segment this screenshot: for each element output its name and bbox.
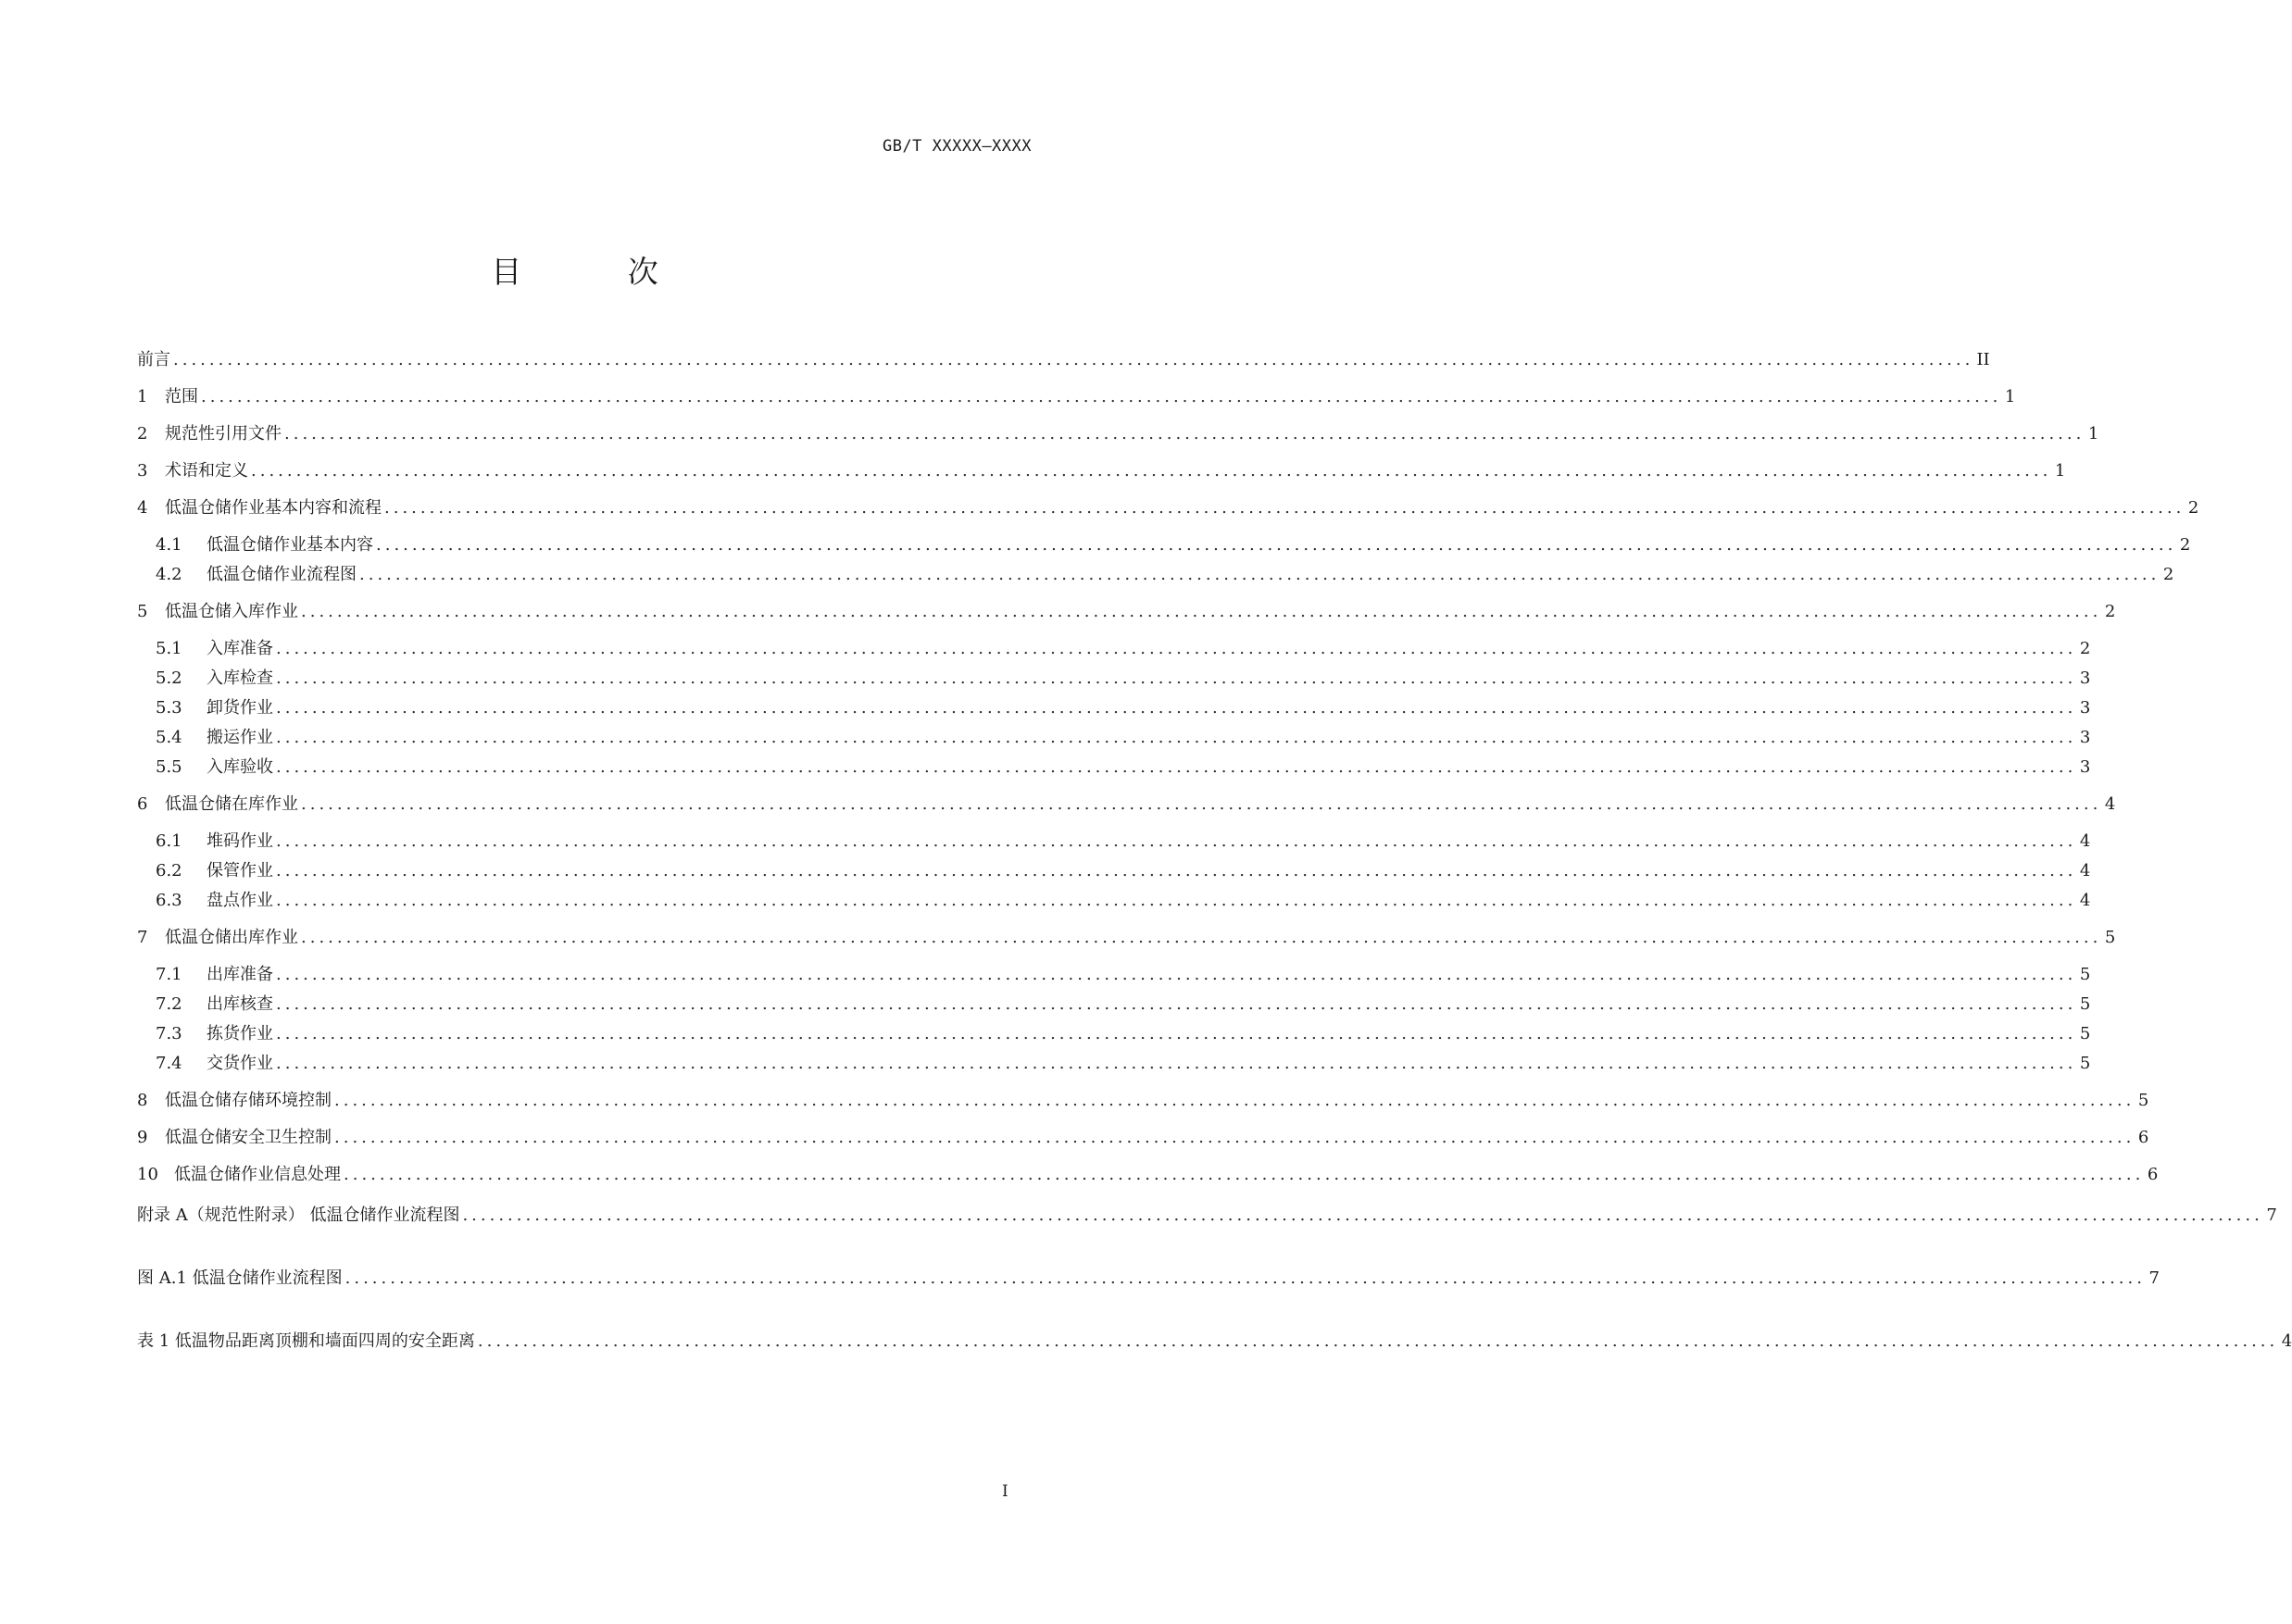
toc-dot-leader: ........................................................................................................................................................................................................ (276, 831, 2077, 851)
toc-entry[interactable] (156, 859, 2091, 883)
toc-dot-leader: ........................................................................................................................................................................................................ (344, 1268, 2146, 1288)
toc-dot-leader: ........................................................................................................................................................................................................ (359, 565, 2160, 584)
toc-entry[interactable] (137, 385, 2016, 409)
toc-entry-page: 5 (2079, 1054, 2091, 1073)
toc-entry-label: 卸货作业 (207, 698, 273, 718)
toc-dot-leader: ........................................................................................................................................................................................................ (276, 891, 2077, 910)
toc-entry-page: 3 (2079, 757, 2091, 777)
toc-entry[interactable] (156, 637, 2091, 661)
toc-entry-number: 5.1 (156, 639, 182, 658)
toc-entry-page: 3 (2079, 668, 2091, 688)
toc-dot-leader: ........................................................................................................................................................................................................ (201, 387, 2002, 406)
toc-entry-number: 2 (137, 424, 148, 443)
toc-entry-number: 7.2 (156, 994, 182, 1014)
toc-entry-page: 2 (2162, 565, 2174, 584)
toc-entry-number: 7 (137, 928, 148, 947)
toc-entry[interactable] (137, 793, 2116, 817)
toc-entry-number: 10 (137, 1165, 158, 1184)
toc-entry[interactable] (137, 1204, 2277, 1228)
toc-entry[interactable] (156, 889, 2091, 913)
toc-dot-leader: ........................................................................................................................................................................................................ (334, 1128, 2135, 1147)
toc-entry-label: 出库准备 (207, 965, 273, 984)
toc-entry-page: 6 (2147, 1165, 2159, 1184)
toc-entry-label: 盘点作业 (207, 891, 273, 910)
toc-entry-number: 3 (137, 461, 148, 481)
toc-dot-leader: ........................................................................................................................................................................................................ (376, 535, 2177, 555)
toc-entry-number: 4.2 (156, 565, 182, 584)
toc-dot-leader: ........................................................................................................................................................................................................ (284, 424, 2085, 443)
toc-dot-leader: ........................................................................................................................................................................................................ (276, 668, 2077, 688)
toc-entry-label: 交货作业 (207, 1054, 273, 1073)
toc-entry-number: 6.2 (156, 861, 182, 881)
toc-dot-leader: ........................................................................................................................................................................................................ (276, 639, 2077, 658)
toc-entry[interactable] (137, 459, 2066, 483)
toc-entry-page: 7 (2148, 1268, 2160, 1288)
toc-dot-leader: ........................................................................................................................................................................................................ (301, 794, 2102, 814)
toc-entry[interactable] (156, 830, 2091, 854)
toc-dot-leader: ........................................................................................................................................................................................................ (301, 602, 2102, 621)
toc-entry-page: 3 (2079, 728, 2091, 747)
toc-title: 目 次 (491, 254, 707, 290)
toc-dot-leader: ........................................................................................................................................................................................................ (276, 861, 2077, 881)
toc-entry-page: 5 (2137, 1091, 2149, 1110)
toc-entry-label: 低温仓储作业信息处理 (174, 1165, 341, 1184)
toc-entry-number: 6 (137, 794, 148, 814)
toc-entry-page: 2 (2104, 602, 2116, 621)
toc-entry-label: 低温仓储安全卫生控制 (165, 1128, 332, 1147)
toc-entry-page: 4 (2281, 1331, 2292, 1351)
toc-entry-page: 4 (2079, 861, 2091, 881)
toc-entry-label: 出库核查 (207, 994, 273, 1014)
toc-dot-leader: ........................................................................................................................................................................................................ (276, 698, 2077, 718)
toc-entry-label: 搬运作业 (207, 728, 273, 747)
toc-entry-label: 低温仓储作业流程图 (207, 565, 357, 584)
toc-entry[interactable] (156, 963, 2091, 987)
toc-entry[interactable] (137, 348, 1990, 372)
toc-entry[interactable] (156, 563, 2174, 587)
toc-entry-label: 低温仓储入库作业 (165, 602, 298, 621)
toc-entry-number: 7.3 (156, 1024, 182, 1043)
toc-entry-number: 4.1 (156, 535, 182, 555)
toc-entry-page: 7 (2266, 1206, 2277, 1225)
toc-entry-number: 5.5 (156, 757, 182, 777)
toc-entry-label: 入库验收 (207, 757, 273, 777)
toc-entry-label: 图 A.1 低温仓储作业流程图 (137, 1268, 343, 1288)
toc-entry-page: 5 (2079, 1024, 2091, 1043)
toc-entry-page: 5 (2079, 994, 2091, 1014)
toc-dot-leader: ........................................................................................................................................................................................................ (462, 1206, 2263, 1225)
toc-dot-leader: ........................................................................................................................................................................................................ (276, 1054, 2077, 1073)
toc-dot-leader: ........................................................................................................................................................................................................ (276, 994, 2077, 1014)
toc-entry-label: 规范性引用文件 (165, 424, 282, 443)
toc-entry-label: 入库检查 (207, 668, 273, 688)
toc-entry-number: 8 (137, 1091, 148, 1110)
toc-entry-label: 表 1 低温物品距离顶棚和墙面四周的安全距离 (137, 1331, 475, 1351)
toc-entry-number: 6.3 (156, 891, 182, 910)
toc-entry-number: 7.4 (156, 1054, 182, 1073)
toc-entry-page: 1 (2004, 387, 2016, 406)
toc-entry-page: 1 (2087, 424, 2099, 443)
toc-entry[interactable] (137, 1163, 2159, 1187)
toc-entry-page: 2 (2179, 535, 2191, 555)
toc-entry[interactable] (137, 600, 2116, 624)
toc-entry-label: 保管作业 (207, 861, 273, 881)
toc-entry-number: 9 (137, 1128, 148, 1147)
toc-entry[interactable] (156, 1022, 2091, 1046)
toc-entry-label: 堆码作业 (207, 831, 273, 851)
toc-entry-label: 低温仓储出库作业 (165, 928, 298, 947)
toc-entry-page: II (1976, 350, 1990, 369)
toc-entry-number: 6.1 (156, 831, 182, 851)
toc-entry-label: 范围 (165, 387, 198, 406)
toc-entry-label: 附录 A（规范性附录） 低温仓储作业流程图 (137, 1206, 460, 1225)
toc-entry-number: 7.1 (156, 965, 182, 984)
toc-dot-leader: ........................................................................................................................................................................................................ (276, 1024, 2077, 1043)
toc-entry-number: 5.2 (156, 668, 182, 688)
toc-dot-leader: ........................................................................................................................................................................................................ (334, 1091, 2135, 1110)
toc-entry[interactable] (156, 993, 2091, 1017)
toc-entry-page: 5 (2079, 965, 2091, 984)
toc-entry-page: 5 (2104, 928, 2116, 947)
toc-entry-label: 低温仓储在库作业 (165, 794, 298, 814)
toc-entry[interactable] (156, 533, 2191, 557)
toc-entry-label: 术语和定义 (165, 461, 248, 481)
toc-entry[interactable] (137, 1126, 2149, 1150)
toc-entry[interactable] (137, 422, 2099, 446)
toc-entry[interactable] (156, 696, 2091, 720)
page-number: I (1002, 1482, 1008, 1501)
toc-entry-page: 6 (2137, 1128, 2149, 1147)
toc-dot-leader: ........................................................................................................................................................................................................ (301, 928, 2102, 947)
toc-entry-number: 5.3 (156, 698, 182, 718)
toc-entry-page: 4 (2079, 891, 2091, 910)
toc-entry-label: 拣货作业 (207, 1024, 273, 1043)
toc-dot-leader: ........................................................................................................................................................................................................ (384, 498, 2186, 518)
toc-entry[interactable] (156, 667, 2091, 691)
toc-entry-page: 2 (2079, 639, 2091, 658)
toc-entry-label: 前言 (137, 350, 170, 369)
toc-entry[interactable] (137, 1089, 2149, 1113)
toc-entry-label: 入库准备 (207, 639, 273, 658)
toc-entry[interactable] (156, 756, 2091, 780)
toc-entry-page: 2 (2187, 498, 2199, 518)
toc-entry[interactable] (137, 1267, 2160, 1291)
toc-entry[interactable] (137, 1330, 2292, 1354)
toc-entry-label: 低温仓储存储环境控制 (165, 1091, 332, 1110)
toc-dot-leader: ........................................................................................................................................................................................................ (477, 1331, 2279, 1351)
toc-entry-page: 4 (2104, 794, 2116, 814)
toc-entry[interactable] (156, 1052, 2091, 1076)
toc-dot-leader: ........................................................................................................................................................................................................ (251, 461, 2052, 481)
toc-entry-label: 低温仓储作业基本内容 (207, 535, 373, 555)
toc-dot-leader: ........................................................................................................................................................................................................ (344, 1165, 2145, 1184)
toc-entry-number: 5 (137, 602, 148, 621)
toc-entry[interactable] (137, 496, 2199, 520)
toc-entry[interactable] (156, 726, 2091, 750)
standard-code: GB/T XXXXX—XXXX (882, 137, 1032, 156)
toc-entry-page: 1 (2054, 461, 2066, 481)
toc-dot-leader: ........................................................................................................................................................................................................ (276, 757, 2077, 777)
toc-dot-leader: ........................................................................................................................................................................................................ (276, 728, 2077, 747)
toc-dot-leader: ........................................................................................................................................................................................................ (276, 965, 2077, 984)
toc-dot-leader: ........................................................................................................................................................................................................ (173, 350, 1974, 369)
toc-entry-page: 3 (2079, 698, 2091, 718)
toc-entry-label: 低温仓储作业基本内容和流程 (165, 498, 382, 518)
toc-entry-number: 5.4 (156, 728, 182, 747)
toc-entry-page: 4 (2079, 831, 2091, 851)
toc-entry-number: 4 (137, 498, 148, 518)
toc-entry[interactable] (137, 926, 2116, 950)
toc-entry-number: 1 (137, 387, 148, 406)
